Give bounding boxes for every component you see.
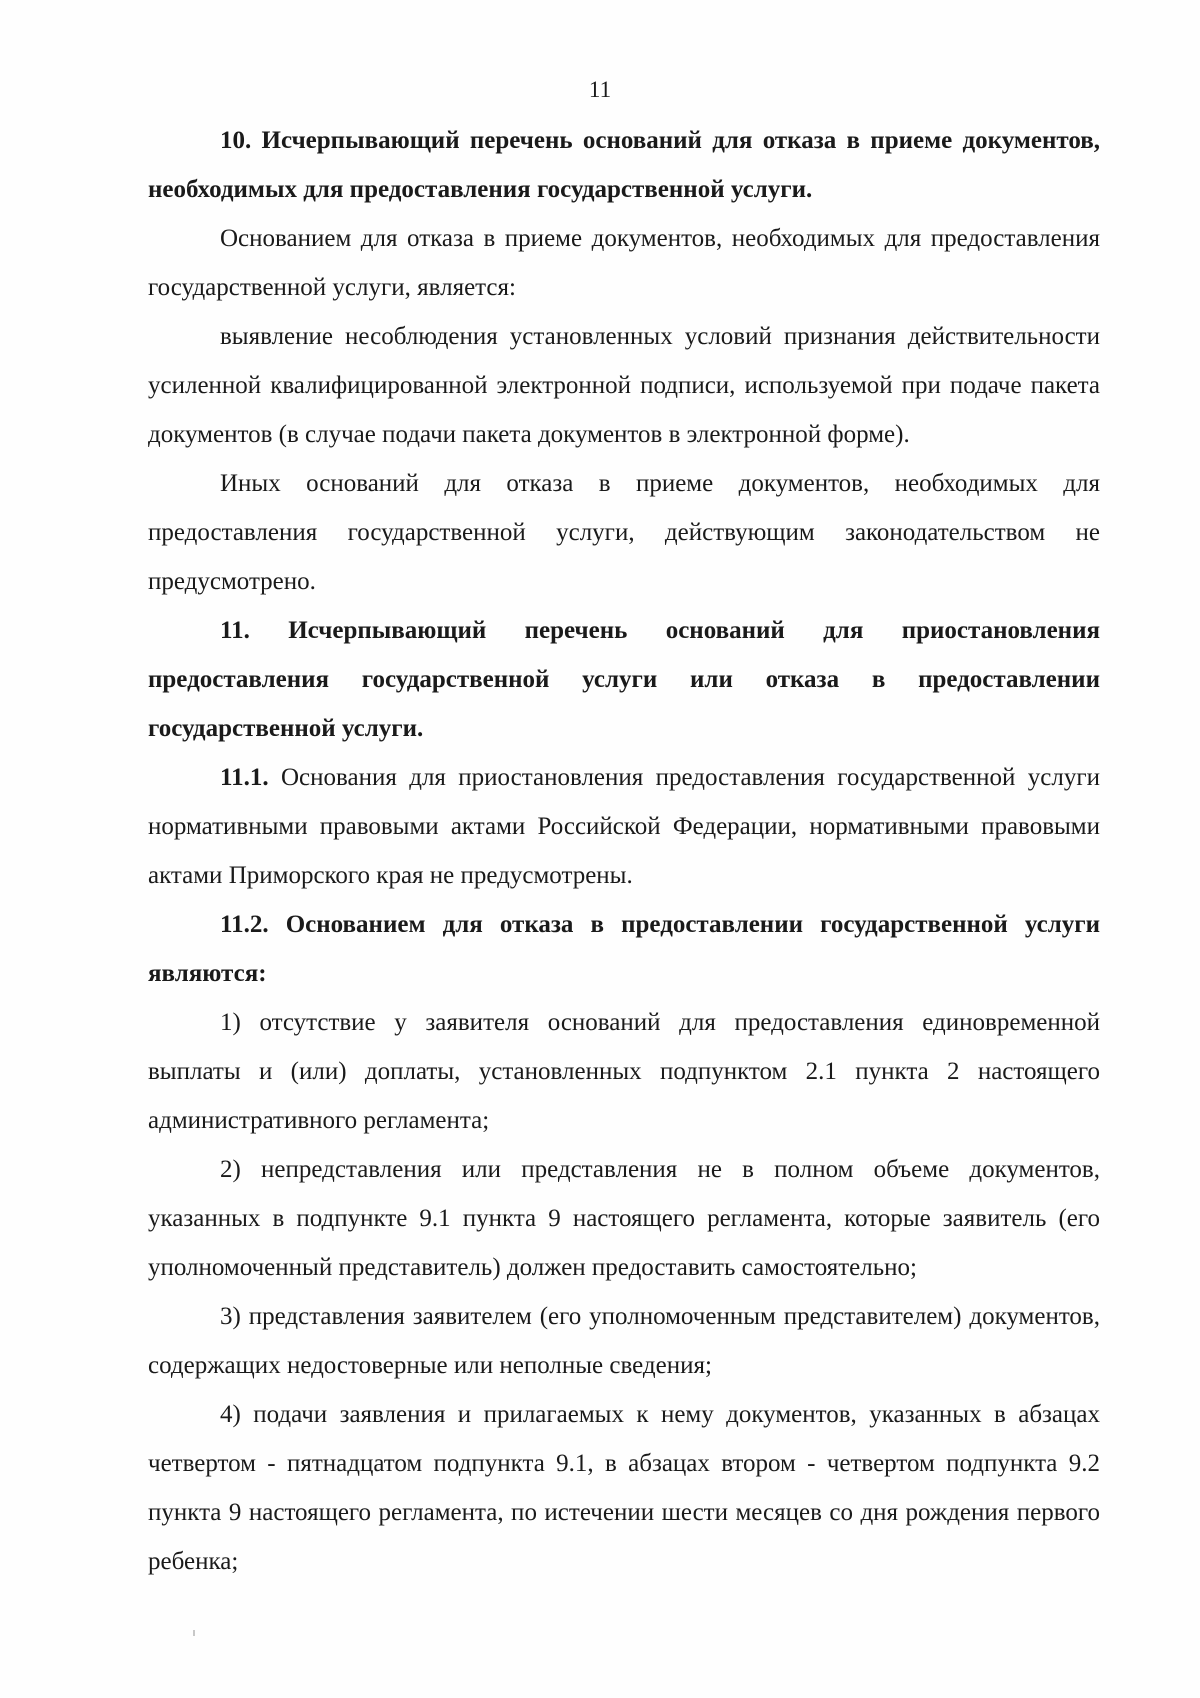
list-item: 4) подачи заявления и прилагаемых к нему документов, указанных в абзацах четвертом - пятнадцатом подпункта 9.1, в абзацах втором - четвертом подпункта 9.2 пункта 9 настоящего регламента, по истечении шести месяцев со дня рождения первого ребенка;: [148, 1401, 1100, 1575]
section-11-1-text: Основания для приостановления предоставления государственной услуги нормативными правовыми актами Российской Федерации, нормативными правовыми актами Приморского края не предусмотрены.: [148, 764, 1100, 889]
section-11-2-heading: 11.2. Основанием для отказа в предоставлении государственной услуги являются:: [148, 911, 1100, 987]
list-item: 1) отсутствие у заявителя оснований для предоставления единовременной выплаты и (или) доплаты, установленных подпунктом 2.1 пункта 2 настоящего административного регламента;: [148, 1009, 1100, 1134]
section-11-1-paragraph: [148, 753, 1100, 900]
list-item: 2) непредставления или представления не в полном объеме документов, указанных в подпункте 9.1 пункта 9 настоящего регламента, которые заявитель (его уполномоченный представитель) должен предоставить самостоятельно;: [148, 1156, 1100, 1281]
scan-speck: [193, 1630, 195, 1636]
section-11-1-number: 11.1.: [220, 764, 269, 791]
page-number: 11: [588, 77, 612, 102]
section-10-paragraph: Иных оснований для отказа в приеме документов, необходимых для предоставления государственной услуги, действующим законодательством не предусмотрено.: [148, 470, 1100, 595]
section-11-heading: 11. Исчерпывающий перечень оснований для приостановления предоставления государственной услуги или отказа в предоставлении государственной услуги.: [148, 617, 1100, 742]
section-10-heading: 10. Исчерпывающий перечень оснований для отказа в приеме документов, необходимых для предоставления государственной услуги.: [148, 127, 1100, 203]
section-10-paragraph: Основанием для отказа в приеме документов, необходимых для предоставления государственной услуги, является:: [148, 225, 1100, 301]
document-body: [148, 116, 1100, 1586]
section-10-paragraph: выявление несоблюдения установленных условий признания действительности усиленной квалифицированной электронной подписи, используемой при подаче пакета документов (в случае подачи пакета документов в электронной форме).: [148, 323, 1100, 448]
list-item: 3) представления заявителем (его уполномоченным представителем) документов, содержащих недостоверные или неполные сведения;: [148, 1303, 1100, 1379]
